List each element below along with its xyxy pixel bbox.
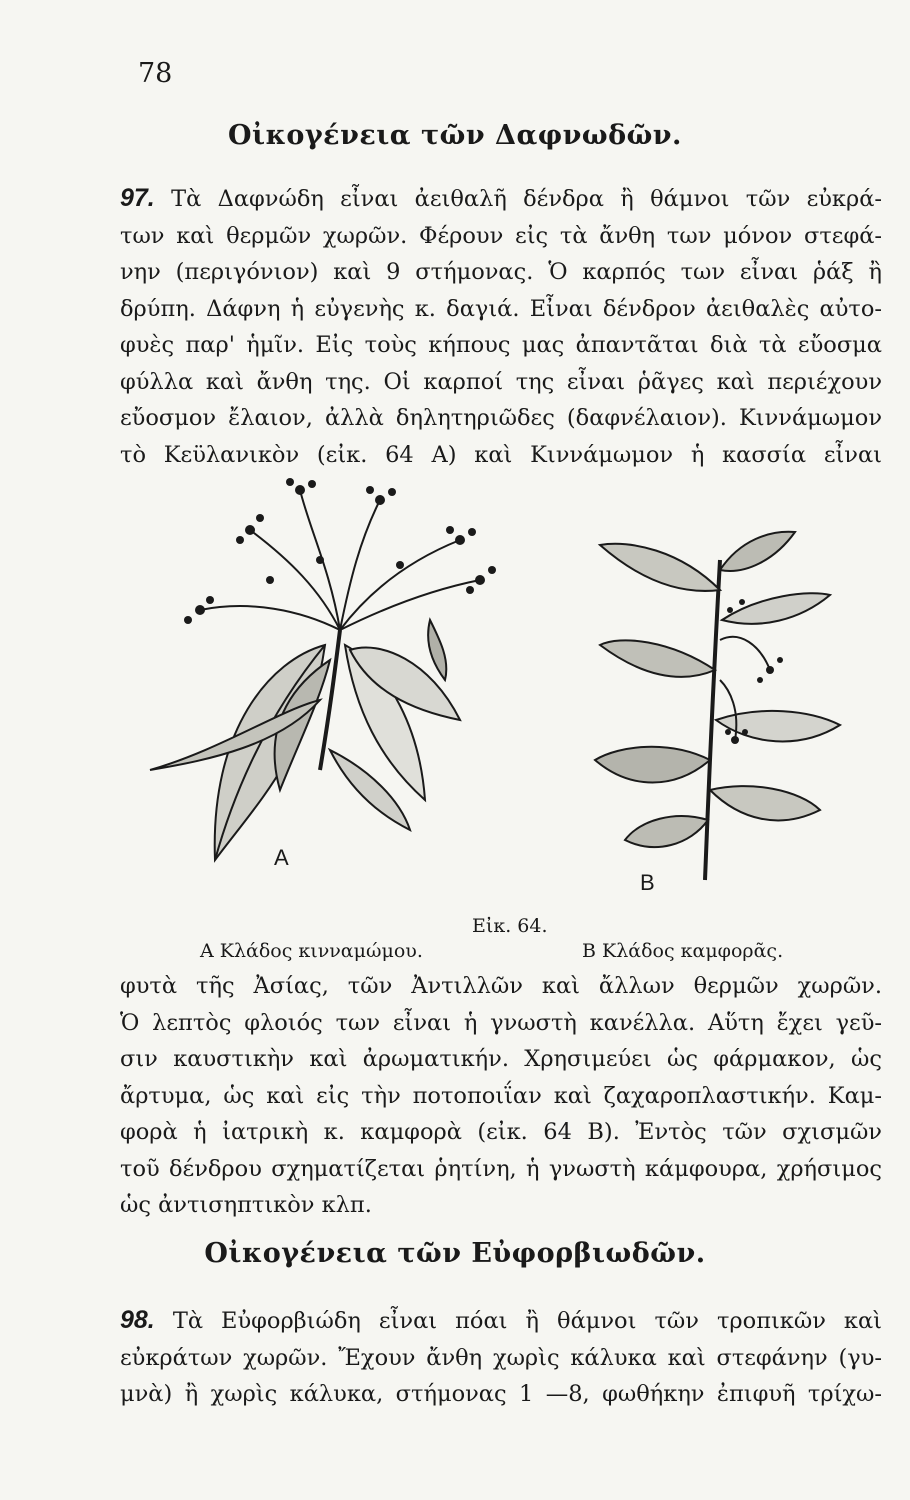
text-line-content: Τὰ Δαφνώδη εἶναι ἀειθαλῆ δένδρα ἢ θάμνοι τῶν εὐκρά- — [171, 186, 883, 212]
figure-label-b: Β — [640, 870, 655, 895]
paragraph-number: 98. — [120, 1306, 155, 1334]
text-line: ὡς ἀντισηπτικὸν κλπ. — [120, 1192, 372, 1218]
text-line: Ὁ λεπτὸς φλοιός των εἶναι ἡ γνωστὴ κανέλλα. Αὕτη ἔχει γεῦ- — [120, 1009, 882, 1036]
paragraph-continuation — [120, 968, 882, 1224]
text-line: τὸ Κεϋλανικὸν (εἰκ. 64 Α) καὶ Κιννάμωμον ἡ κασσία εἶναι — [120, 441, 882, 468]
cinnamon-branch-drawing — [150, 478, 496, 860]
text-line: τοῦ δένδρου σχηματίζεται ῥητίνη, ἡ γνωστὴ κάμφουρα, χρήσιμος — [120, 1155, 882, 1182]
page-number: 78 — [138, 58, 173, 89]
text-line: φυὲς παρ' ἡμῖν. Εἰς τοὺς κήπους μας ἀπαντᾶται διὰ τὰ εὔοσμα — [120, 332, 882, 358]
camphor-branch-drawing — [595, 532, 840, 880]
paragraph-number: 97. — [120, 184, 155, 212]
text-line: φύλλα καὶ ἄνθη της. Οἱ καρποί της εἶναι ῥᾶγες καὶ περιέχουν — [120, 368, 882, 395]
text-line — [120, 1302, 882, 1340]
figure-number: Εἰκ. 64. — [472, 915, 548, 937]
text-line: μνὰ) ἢ χωρὶς κάλυκα, στήμονας 1 —8, φωθήκην ἐπιφυῆ τρίχω- — [120, 1381, 882, 1407]
text-line: νην (περιγόνιον) καὶ 9 στήμονας. Ὁ καρπός των εἶναι ῥάξ ἢ — [120, 259, 882, 285]
text-line: δρύπη. Δάφνη ἡ εὐγενὴς κ. δαγιά. Εἶναι δένδρον ἀειθαλὲς αὐτο- — [120, 295, 882, 322]
section-heading-lauraceae: Οἰκογένεια τῶν Δαφνωδῶν. — [228, 120, 682, 151]
text-line-content: Τὰ Εὐφορβιώδη εἶναι πόαι ἢ θάμνοι τῶν τροπικῶν καὶ — [172, 1308, 883, 1334]
figure-label-a: Α — [274, 845, 289, 870]
figure-caption-b: Β Κλάδος καμφορᾶς. — [582, 940, 784, 962]
paragraph-98 — [120, 1302, 882, 1413]
text-line: εὔοσμον ἔλαιον, ἀλλὰ δηλητηριῶδες (δαφνέλαιον). Κιννάμωμον — [120, 405, 882, 431]
text-line — [120, 180, 882, 218]
text-line: των καὶ θερμῶν χωρῶν. Φέρουν εἰς τὰ ἄνθη των μόνον στεφά- — [120, 222, 882, 249]
text-line: εὐκράτων χωρῶν. Ἔχουν ἄνθη χωρὶς κάλυκα καὶ στεφάνην (γυ- — [120, 1344, 882, 1371]
figure-caption-a: Α Κλάδος κινναμώμου. — [200, 940, 423, 962]
text-line: φορὰ ἡ ἰατρικὴ κ. καμφορὰ (εἰκ. 64 Β). Ἐντὸς τῶν σχισμῶν — [120, 1119, 882, 1145]
section-heading-euphorbiaceae: Οἰκογένεια τῶν Εὐφορβιωδῶν. — [204, 1238, 706, 1269]
text-line: ἄρτυμα, ὡς καὶ εἰς τὴν ποτοποιΐαν καὶ ζαχαροπλαστικήν. Καμ- — [120, 1082, 882, 1109]
text-line: φυτὰ τῆς Ἀσίας, τῶν Ἀντιλλῶν καὶ ἄλλων θερμῶν χωρῶν. — [120, 973, 882, 999]
botanical-illustration — [130, 470, 890, 890]
text-line: σιν καυστικὴν καὶ ἀρωματικήν. Χρησιμεύει ὡς φάρμακον, ὡς — [120, 1046, 882, 1072]
paragraph-97 — [120, 180, 882, 473]
